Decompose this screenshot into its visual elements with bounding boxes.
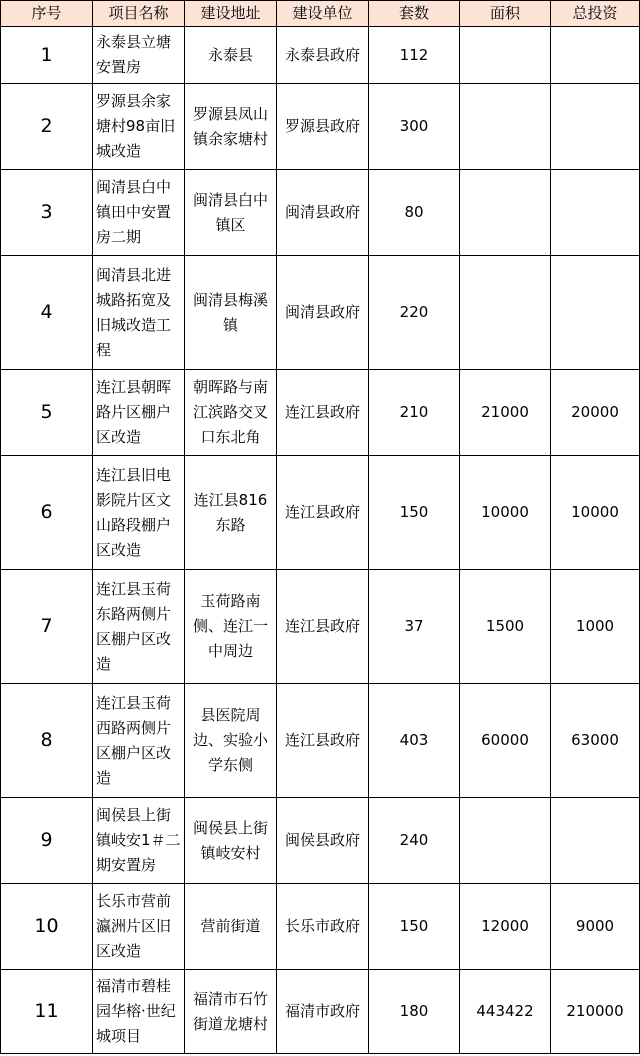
cell-units: 150 <box>369 884 460 970</box>
cell-invest: 210000 <box>551 970 640 1054</box>
cell-site: 福清市石竹街道龙塘村 <box>185 970 277 1054</box>
cell-area <box>460 798 551 884</box>
cell-name: 连江县朝晖路片区棚户区改造 <box>93 370 185 456</box>
cell-org: 连江县政府 <box>277 684 369 798</box>
cell-site: 闽侯县上街镇岐安村 <box>185 798 277 884</box>
cell-no: 11 <box>1 970 93 1054</box>
cell-site: 闽清县梅溪镇 <box>185 256 277 370</box>
cell-units: 300 <box>369 84 460 170</box>
cell-area: 12000 <box>460 884 551 970</box>
cell-org: 罗源县政府 <box>277 84 369 170</box>
cell-no: 8 <box>1 684 93 798</box>
table-row <box>1 684 640 798</box>
cell-units: 37 <box>369 570 460 684</box>
cell-area <box>460 170 551 256</box>
cell-name: 闽侯县上街镇岐安1＃二期安置房 <box>93 798 185 884</box>
cell-org: 闽清县政府 <box>277 170 369 256</box>
cell-invest: 20000 <box>551 370 640 456</box>
cell-org: 闽侯县政府 <box>277 798 369 884</box>
col-header-name: 项目名称 <box>93 1 185 27</box>
table-row <box>1 84 640 170</box>
cell-area: 1500 <box>460 570 551 684</box>
cell-site: 县医院周边、实验小学东侧 <box>185 684 277 798</box>
cell-no: 2 <box>1 84 93 170</box>
cell-name: 永泰县立塘安置房 <box>93 27 185 84</box>
cell-invest <box>551 170 640 256</box>
col-header-no: 序号 <box>1 1 93 27</box>
cell-area <box>460 27 551 84</box>
col-header-site: 建设地址 <box>185 1 277 27</box>
cell-invest <box>551 798 640 884</box>
cell-name: 闽清县北进城路拓宽及旧城改造工程 <box>93 256 185 370</box>
header-row <box>1 1 640 27</box>
table-row <box>1 570 640 684</box>
cell-units: 80 <box>369 170 460 256</box>
cell-units: 403 <box>369 684 460 798</box>
cell-site: 营前街道 <box>185 884 277 970</box>
cell-no: 3 <box>1 170 93 256</box>
cell-no: 9 <box>1 798 93 884</box>
cell-invest <box>551 27 640 84</box>
col-header-invest: 总投资 <box>551 1 640 27</box>
cell-site: 连江县816东路 <box>185 456 277 570</box>
cell-no: 4 <box>1 256 93 370</box>
cell-area: 10000 <box>460 456 551 570</box>
cell-no: 1 <box>1 27 93 84</box>
col-header-org: 建设单位 <box>277 1 369 27</box>
cell-site: 永泰县 <box>185 27 277 84</box>
cell-invest <box>551 256 640 370</box>
cell-org: 连江县政府 <box>277 456 369 570</box>
col-header-area: 面积 <box>460 1 551 27</box>
cell-no: 10 <box>1 884 93 970</box>
cell-units: 220 <box>369 256 460 370</box>
cell-name: 连江县玉荷东路两侧片区棚户区改造 <box>93 570 185 684</box>
cell-name: 罗源县余家塘村98亩旧城改造 <box>93 84 185 170</box>
cell-invest: 10000 <box>551 456 640 570</box>
cell-name: 福清市碧桂园华榕·世纪城项目 <box>93 970 185 1054</box>
cell-site: 闽清县白中镇区 <box>185 170 277 256</box>
cell-no: 5 <box>1 370 93 456</box>
cell-units: 150 <box>369 456 460 570</box>
table-row <box>1 170 640 256</box>
cell-invest: 63000 <box>551 684 640 798</box>
cell-no: 6 <box>1 456 93 570</box>
cell-invest: 9000 <box>551 884 640 970</box>
table-row <box>1 456 640 570</box>
table-row <box>1 256 640 370</box>
table-row <box>1 970 640 1054</box>
cell-site: 罗源县凤山镇余家塘村 <box>185 84 277 170</box>
cell-site: 朝晖路与南江滨路交叉口东北角 <box>185 370 277 456</box>
cell-area: 443422 <box>460 970 551 1054</box>
cell-area <box>460 84 551 170</box>
cell-name: 连江县旧电影院片区文山路段棚户区改造 <box>93 456 185 570</box>
cell-invest <box>551 84 640 170</box>
cell-units: 210 <box>369 370 460 456</box>
cell-org: 永泰县政府 <box>277 27 369 84</box>
cell-invest: 1000 <box>551 570 640 684</box>
cell-units: 240 <box>369 798 460 884</box>
table-row <box>1 798 640 884</box>
cell-name: 长乐市营前瀛洲片区旧区改造 <box>93 884 185 970</box>
cell-units: 180 <box>369 970 460 1054</box>
cell-site: 玉荷路南侧、连江一中周边 <box>185 570 277 684</box>
cell-org: 连江县政府 <box>277 370 369 456</box>
cell-name: 连江县玉荷西路两侧片区棚户区改造 <box>93 684 185 798</box>
cell-org: 连江县政府 <box>277 570 369 684</box>
cell-name: 闽清县白中镇田中安置房二期 <box>93 170 185 256</box>
cell-area: 21000 <box>460 370 551 456</box>
cell-area: 60000 <box>460 684 551 798</box>
cell-org: 长乐市政府 <box>277 884 369 970</box>
cell-org: 闽清县政府 <box>277 256 369 370</box>
cell-org: 福清市政府 <box>277 970 369 1054</box>
cell-units: 112 <box>369 27 460 84</box>
col-header-units: 套数 <box>369 1 460 27</box>
cell-no: 7 <box>1 570 93 684</box>
cell-area <box>460 256 551 370</box>
table-row <box>1 884 640 970</box>
table-row <box>1 370 640 456</box>
table-row <box>1 27 640 84</box>
